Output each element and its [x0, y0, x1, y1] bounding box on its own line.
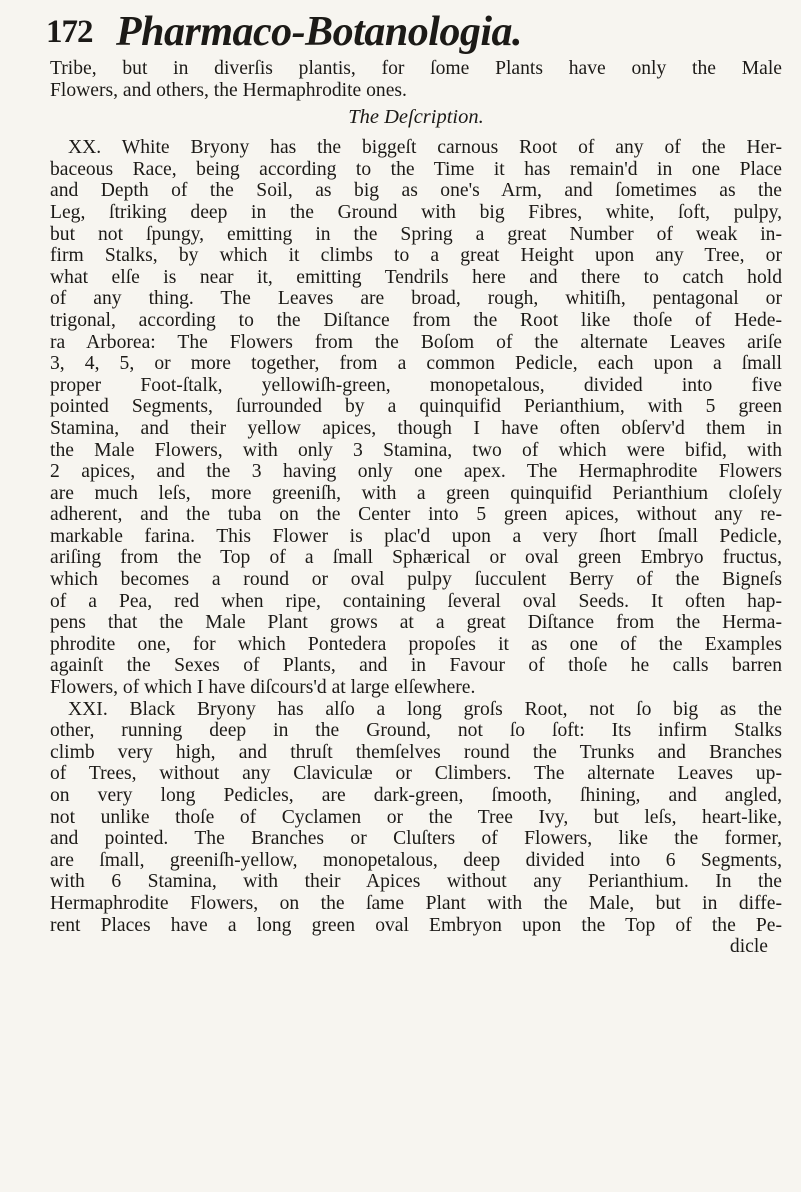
running-title: Pharmaco-Botanologia.: [116, 9, 523, 55]
section-heading-text: The Deſcription.: [348, 106, 484, 129]
text-line: are ſmall, greeniſh-yellow, monopetalous, deep divided into 6 Segments,: [50, 849, 782, 871]
text-line: Leg, ſtriking deep in the Ground with big Fibres, white, ſoft, pulpy,: [50, 201, 782, 223]
text-line: of any thing. The Leaves are broad, rough, whitiſh, pentagonal or: [50, 288, 782, 310]
section-heading: [50, 105, 782, 129]
text-line: 3, 4, 5, or more together, from a common Pedicle, each upon a ſmall: [50, 353, 782, 375]
paragraph-xx: [50, 137, 782, 698]
text-line: on very long Pedicles, are dark-green, ſmooth, ſhining, and angled,: [50, 785, 782, 806]
running-head: [46, 8, 786, 58]
text-line: which becomes a round or oval pulpy ſucculent Berry of the Bigneſs: [50, 569, 782, 591]
text-line: and Depth of the Soil, as big as one's Arm, and ſometimes as the: [50, 180, 782, 202]
text-line: ariſing from the Top of a ſmall Sphærical or oval green Embryo fructus,: [50, 547, 782, 569]
text-line: XX. White Bryony has the biggeſt carnous Root of any of the Her-: [68, 137, 782, 159]
text-line: trigonal, according to the Diſtance from the Root like thoſe of Hede-: [50, 309, 782, 331]
text-line: againſt the Sexes of Plants, and in Favour of thoſe he calls barren: [50, 655, 782, 677]
paragraph-xxi: [50, 699, 782, 937]
text-line: with 6 Stamina, with their Apices without any Perianthium. In the: [50, 871, 782, 893]
text-line: not unlike thoſe of Cyclamen or the Tree Ivy, but leſs, heart-like,: [50, 806, 782, 828]
text-line: of a Pea, red when ripe, containing ſeveral oval Seeds. It often hap-: [50, 590, 782, 612]
text-line: Tribe, but in diverſis plantis, for ſome Plants have only the Male: [50, 58, 782, 79]
text-line: Flowers, and others, the Hermaphrodite ones.: [50, 79, 407, 101]
text-block: [50, 58, 782, 958]
text-line: firm Stalks, by which it climbs to a great Height upon any Tree, or: [50, 245, 782, 267]
text-line: phrodite one, for which Pontedera propoſes it as one of the Examples: [50, 633, 782, 655]
text-line: are much leſs, more greeniſh, with a green quinquifid Perianthium cloſely: [50, 482, 782, 504]
text-line: proper Foot-ſtalk, yellowiſh-green, monopetalous, divided into five: [50, 374, 782, 396]
text-line: and pointed. The Branches or Cluſters of Flowers, like the former,: [50, 828, 782, 850]
text-line: adherent, and the tuba on the Center into 5 green apices, without any re-: [50, 504, 782, 526]
text-line: of Trees, without any Claviculæ or Climbers. The alternate Leaves up-: [50, 763, 782, 785]
text-line: Flowers, of which I have diſcours'd at large elſewhere.: [50, 677, 476, 699]
page-number: 172: [46, 14, 93, 50]
text-line: other, running deep in the Ground, not ſo ſoft: Its infirm Stalks: [50, 720, 782, 742]
text-line: pointed Segments, ſurrounded by a quinquifid Perianthium, with 5 green: [50, 396, 782, 418]
text-line: Stamina, and their yellow apices, though I have often obſerv'd them in: [50, 417, 782, 439]
text-line: climb very high, and thruſt themſelves round the Trunks and Branches: [50, 741, 782, 763]
text-line: ra Arborea: The Flowers from the Boſom of the alternate Leaves ariſe: [50, 331, 782, 353]
text-line: pens that the Male Plant grows at a great Diſtance from the Herma-: [50, 612, 782, 634]
text-line: Hermaphrodite Flowers, on the ſame Plant with the Male, but in diffe-: [50, 892, 782, 914]
text-line: the Male Flowers, with only 3 Stamina, two of which were bifid, with: [50, 439, 782, 461]
text-line: baceous Race, being according to the Time it has remain'd in one Place: [50, 158, 782, 180]
text-line: rent Places have a long green oval Embryon upon the Top of the Pe-: [50, 914, 782, 936]
catchword: dicle: [729, 936, 768, 958]
text-line: what elſe is near it, emitting Tendrils here and there to catch hold: [50, 266, 782, 288]
text-line: 2 apices, and the 3 having only one apex. The Hermaphrodite Flowers: [50, 461, 782, 483]
text-line: markable farina. This Flower is plac'd upon a very ſhort ſmall Pedicle,: [50, 525, 782, 547]
text-line: XXI. Black Bryony has alſo a long groſs Root, not ſo big as the: [68, 698, 782, 720]
text-line: but not ſpungy, emitting in the Spring a great Number of weak in-: [50, 223, 782, 245]
